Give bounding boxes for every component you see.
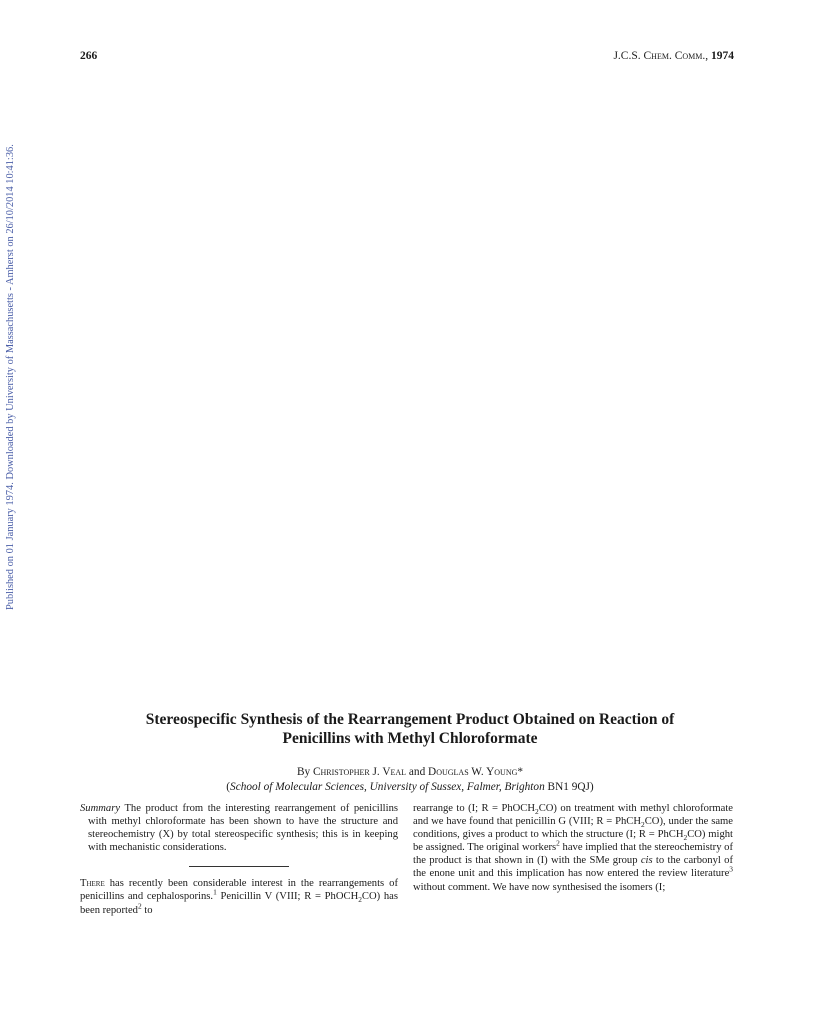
right-text-7: without comment. We have now synthesised the isomers (I; <box>413 881 666 893</box>
left-column <box>80 802 398 917</box>
right-text-4: CO) might be assigned. The original workers <box>413 829 733 854</box>
subscript: 2 <box>683 833 688 843</box>
download-notice[interactable]: Published on 01 January 1974. Downloaded by University of Massachusetts - Amherst on 26/10/2014 10:41:36. <box>5 144 16 610</box>
page-number: 266 <box>80 50 98 62</box>
byline-by: By <box>296 766 313 778</box>
journal-header <box>613 50 734 62</box>
journal-separator: , <box>705 50 711 62</box>
article-title <box>60 710 760 748</box>
title-line-2: Penicillins with Methyl Chloroformate <box>282 730 538 747</box>
right-text-1: rearrange to (I; R = PhOCH <box>413 803 536 814</box>
subscript: 2 <box>358 895 362 905</box>
author-1: Christopher J. Veal <box>312 766 407 778</box>
reference-3: 3 <box>729 864 733 874</box>
affiliation-open: ( <box>226 781 231 793</box>
right-text-5: have implied that the stereochemistry of the product is that shown in (I) with the SMe group <box>413 842 733 867</box>
author-byline <box>60 766 760 778</box>
affiliation-postcode: BN1 9QJ) <box>544 781 594 793</box>
intro-text-a: has recently been considerable interest in the rearrangements of penicillins and cephalosporins. <box>80 878 398 903</box>
subscript: 2 <box>641 820 645 830</box>
intro-first-word: There <box>80 878 105 890</box>
section-divider <box>189 866 289 867</box>
reference-1: 1 <box>213 887 217 897</box>
continued-paragraph <box>413 802 733 894</box>
title-line-1: Stereospecific Synthesis of the Rearrangement Product Obtained on Reaction of <box>145 711 675 728</box>
journal-year: 1974 <box>711 50 734 62</box>
author-2: Douglas W. Young* <box>428 766 524 778</box>
intro-text-d: to <box>141 904 153 916</box>
right-column <box>413 802 733 894</box>
journal-prefix: J.C.S. <box>613 50 644 62</box>
summary-text: The product from the interesting rearrangement of penicillins with methyl chloroformate has been shown to have the structure and stereochemistry (X) by total stereospecific synthesis; this is in keeping with mechanistic considerations. <box>88 803 398 854</box>
affiliation <box>60 781 760 793</box>
reference-2: 2 <box>137 901 142 911</box>
right-text-6: to the carbonyl of the enone unit and this implication has now entered the review literature <box>413 855 733 880</box>
affiliation-school: School of Molecular Sciences, University of Sussex, Falmer, Brighton <box>230 781 545 793</box>
right-text-2: CO) on treatment with methyl chloroformate and we have found that penicillin G (VIII; R = PhCH <box>413 803 734 828</box>
summary-label: Summary <box>80 803 121 814</box>
intro-paragraph <box>80 877 398 916</box>
reference-2: 2 <box>556 838 560 848</box>
journal-name: Chem. Comm. <box>643 50 706 62</box>
intro-text-b: Penicillin V (VIII; R = PhOCH <box>216 891 359 903</box>
cis-term: cis <box>640 855 653 867</box>
intro-text-c: CO) has been reported <box>80 891 399 916</box>
subscript: 2 <box>535 807 539 817</box>
summary-paragraph <box>80 802 398 854</box>
byline-and: and <box>406 766 429 778</box>
right-text-3: CO), under the same conditions, gives a product to which the structure (I; R = PhCH <box>413 816 733 841</box>
